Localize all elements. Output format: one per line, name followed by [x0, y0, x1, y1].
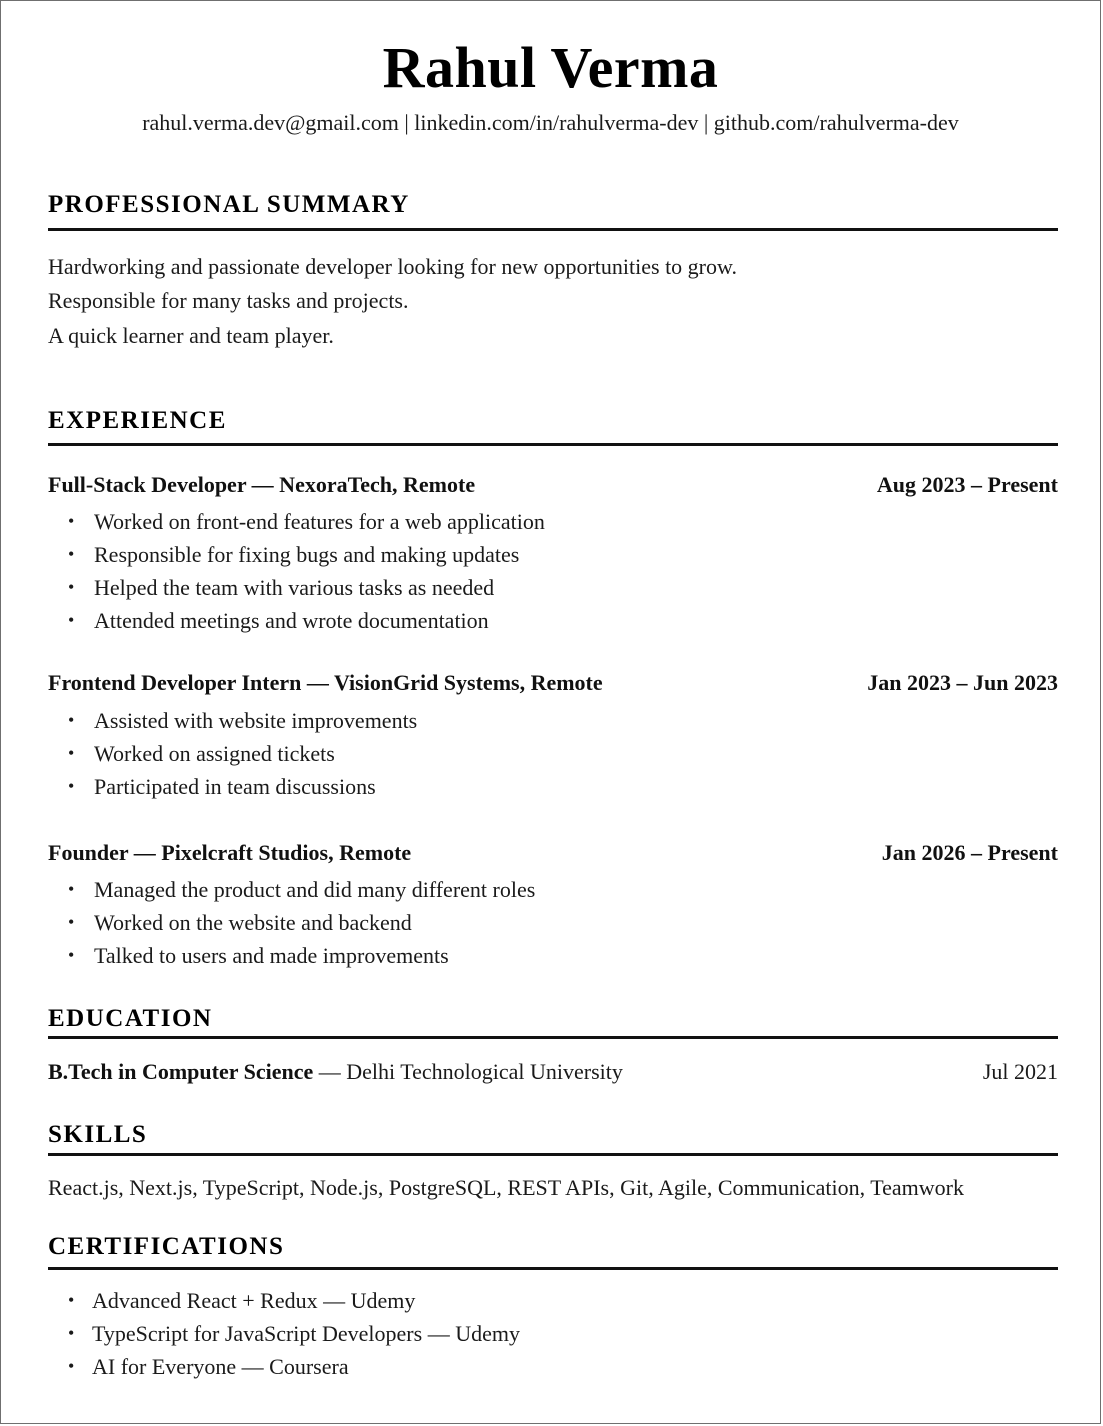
job-header [48, 838, 1058, 868]
list-item: • TypeScript for JavaScript Developers — Udemy [48, 1317, 520, 1350]
job-dates: Jan 2026 – Present [881, 840, 1058, 865]
summary-line: A quick learner and team player. [48, 323, 334, 348]
section-title-skills: SKILLS [48, 1121, 148, 1148]
job-bullet-list [48, 873, 535, 972]
bullet-icon: • [68, 743, 75, 763]
list-item: • Assisted with website improvements [48, 704, 417, 737]
job-dates: Aug 2023 – Present [876, 472, 1058, 497]
list-item: • Talked to users and made improvements [48, 939, 535, 972]
section-divider [48, 443, 1058, 446]
job-bullet-list [48, 505, 545, 637]
skills-list: React.js, Next.js, TypeScript, Node.js, PostgreSQL, REST APIs, Git, Agile, Communication, Teamwork [48, 1175, 964, 1200]
job-header [48, 470, 1058, 500]
list-item: • Worked on the website and backend [48, 906, 535, 939]
education-entry [48, 1057, 1058, 1087]
section-divider [48, 228, 1058, 231]
bullet-icon: • [68, 577, 75, 597]
graduation-date: Jul 2021 [982, 1059, 1058, 1084]
summary-line: Hardworking and passionate developer looking for new opportunities to grow. [48, 254, 737, 279]
job-bullet-list [48, 704, 417, 803]
section-divider [48, 1153, 1058, 1156]
section-title-education: EDUCATION [48, 1005, 213, 1032]
section-title-summary: PROFESSIONAL SUMMARY [48, 191, 410, 218]
summary-line: Responsible for many tasks and projects. [48, 288, 409, 313]
list-item: • AI for Everyone — Coursera [48, 1350, 520, 1383]
bullet-icon: • [68, 511, 75, 531]
contact-line: rahul.verma.dev@gmail.com | linkedin.com/in/rahulverma-dev | github.com/rahulverma-dev [142, 110, 959, 135]
section-divider [48, 1267, 1058, 1270]
job-title: Founder — Pixelcraft Studios, Remote [48, 840, 412, 865]
job-title: Frontend Developer Intern — VisionGrid Systems, Remote [48, 670, 603, 695]
bullet-icon: • [68, 912, 75, 932]
list-item: • Worked on front-end features for a web application [48, 505, 545, 538]
bullet-icon: • [68, 610, 75, 630]
bullet-icon: • [68, 879, 75, 899]
list-item: • Advanced React + Redux — Udemy [48, 1284, 520, 1317]
list-item: • Helped the team with various tasks as needed [48, 571, 545, 604]
bullet-icon: • [68, 710, 75, 730]
section-title-experience: EXPERIENCE [48, 407, 227, 434]
section-divider [48, 1036, 1058, 1039]
separator: — [313, 1059, 347, 1084]
certification-list [48, 1284, 520, 1383]
list-item: • Attended meetings and wrote documentation [48, 604, 545, 637]
list-item: • Responsible for fixing bugs and making updates [48, 538, 545, 571]
job-dates: Jan 2023 – Jun 2023 [867, 670, 1058, 695]
bullet-icon: • [68, 945, 75, 965]
list-item: • Managed the product and did many different roles [48, 873, 535, 906]
bullet-icon: • [68, 776, 75, 796]
job-header [48, 668, 1058, 698]
section-title-certifications: CERTIFICATIONS [48, 1233, 285, 1260]
job-title: Full-Stack Developer — NexoraTech, Remote [48, 472, 476, 497]
bullet-icon: • [68, 1290, 75, 1310]
bullet-icon: • [68, 1356, 75, 1376]
candidate-name: Rahul Verma [382, 35, 719, 100]
bullet-icon: • [68, 544, 75, 564]
school-name: Delhi Technological University [346, 1059, 623, 1084]
degree-name: B.Tech in Computer Science [48, 1059, 314, 1084]
list-item: • Participated in team discussions [48, 770, 417, 803]
list-item: • Worked on assigned tickets [48, 737, 417, 770]
bullet-icon: • [68, 1323, 75, 1343]
